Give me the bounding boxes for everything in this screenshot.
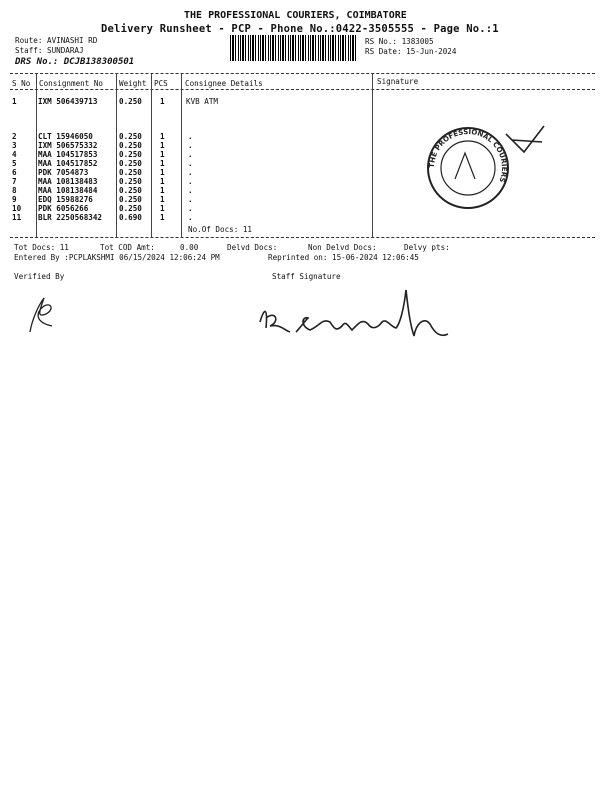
svg-text:THE PROFESSIONAL COURIERS (428, 128, 508, 184)
col-header-weight: Weight (119, 79, 147, 88)
runsheet-subtitle: Delivery Runsheet - PCP - Phone No.:0422-3505555 - Page No.:1 (101, 23, 499, 35)
cell-pcs: 1 (160, 159, 165, 168)
cell-weight: 0.250 (119, 168, 142, 177)
cell-pcs: 1 (160, 97, 165, 106)
cell-details: . (188, 186, 193, 195)
col-header-consignment: Consignment No (39, 79, 104, 88)
barcode (230, 35, 358, 61)
cell-sno: 10 (12, 204, 22, 213)
cell-sno: 8 (12, 186, 17, 195)
cell-sno: 3 (12, 141, 17, 150)
delvd-docs: Delvd Docs: (227, 243, 278, 252)
cell-sno: 2 (12, 132, 17, 141)
cell-pcs: 1 (160, 132, 165, 141)
cell-consignment: IXM 506575332 (38, 141, 98, 150)
tot-cod-label: Tot COD Amt: (100, 243, 155, 252)
cell-details: . (188, 150, 193, 159)
cell-details: . (188, 132, 193, 141)
cell-pcs: 1 (160, 177, 165, 186)
table-top-rule (10, 73, 595, 74)
courier-stamp (423, 123, 513, 213)
cell-details: . (188, 195, 193, 204)
tot-docs: Tot Docs: 11 (14, 243, 69, 252)
cell-details: KVB ATM (186, 97, 219, 106)
cell-details: . (188, 141, 193, 150)
col-header-consignee: Consignee Details (185, 79, 263, 88)
cell-sno: 7 (12, 177, 17, 186)
cell-sno: 4 (12, 150, 17, 159)
col-header-signature: Signature (377, 77, 419, 86)
cell-details: . (188, 177, 193, 186)
company-title: THE PROFESSIONAL COURIERS, COIMBATORE (184, 10, 407, 21)
cell-details: . (188, 168, 193, 177)
verified-by-label: Verified By (14, 272, 65, 281)
cell-consignment: MAA 108138484 (38, 186, 98, 195)
cell-pcs: 1 (160, 204, 165, 213)
table-row (0, 213, 600, 221)
cell-consignment: BLR 2250568342 (38, 213, 103, 222)
cell-sno: 9 (12, 195, 17, 204)
cell-consignment: MAA 104517853 (38, 150, 98, 159)
cell-weight: 0.250 (119, 141, 142, 150)
verifier-signature (22, 292, 62, 338)
cell-details: . (188, 159, 193, 168)
cell-weight: 0.690 (119, 213, 142, 222)
cell-consignment: PDK 7054873 (38, 168, 89, 177)
no-of-docs: No.Of Docs: 11 (188, 225, 253, 234)
cell-consignment: MAA 104517852 (38, 159, 98, 168)
tot-cod-value: 0.00 (180, 243, 199, 252)
cell-weight: 0.250 (119, 97, 142, 106)
cell-weight: 0.250 (119, 177, 142, 186)
table-bottom-rule (10, 237, 595, 238)
delvy-pts: Delvy pts: (404, 243, 450, 252)
reprinted-on: Reprinted on: 15-06-2024 12:06:45 (268, 253, 419, 262)
cell-sno: 5 (12, 159, 17, 168)
col-header-pcs: PCS (154, 79, 168, 88)
cell-pcs: 1 (160, 213, 165, 222)
cell-weight: 0.250 (119, 150, 142, 159)
cell-weight: 0.250 (119, 159, 142, 168)
cell-consignment: MAA 108138483 (38, 177, 98, 186)
staff-signature-label: Staff Signature (272, 272, 341, 281)
cell-consignment: EDQ 15988276 (38, 195, 93, 204)
cell-pcs: 1 (160, 150, 165, 159)
cell-weight: 0.250 (119, 204, 142, 213)
cell-sno: 11 (12, 213, 22, 222)
stamp-text: THE PROFESSIONAL COURIERS (427, 127, 509, 184)
rs-date: RS Date: 15-Jun-2024 (365, 47, 457, 56)
cell-consignment: CLT 15946050 (38, 132, 93, 141)
cell-details: . (188, 204, 193, 213)
cell-sno: 1 (12, 97, 17, 106)
check-tick-mark (504, 124, 548, 158)
rs-number: RS No.: 1383005 (365, 37, 434, 46)
staff-label: Staff: SUNDARAJ (15, 46, 84, 55)
cell-details: . (188, 213, 193, 222)
table-header-rule (10, 89, 595, 90)
table-row (0, 97, 600, 105)
cell-consignment: PDK 6056266 (38, 204, 89, 213)
cell-weight: 0.250 (119, 186, 142, 195)
cell-weight: 0.250 (119, 195, 142, 204)
drs-number: DRS No.: DCJB138300501 (15, 57, 135, 67)
cell-consignment: IXM 506439713 (38, 97, 98, 106)
cell-weight: 0.250 (119, 132, 142, 141)
staff-signature (250, 278, 462, 346)
entered-by: Entered By :PCPLAKSHMI 06/15/2024 12:06:24 PM (14, 253, 220, 262)
cell-pcs: 1 (160, 141, 165, 150)
route-label: Route: AVINASHI RD (15, 36, 98, 45)
cell-pcs: 1 (160, 168, 165, 177)
non-delvd-docs: Non Delvd Docs: (308, 243, 377, 252)
cell-sno: 6 (12, 168, 17, 177)
col-header-sno: S No (12, 79, 31, 88)
cell-pcs: 1 (160, 186, 165, 195)
cell-pcs: 1 (160, 195, 165, 204)
